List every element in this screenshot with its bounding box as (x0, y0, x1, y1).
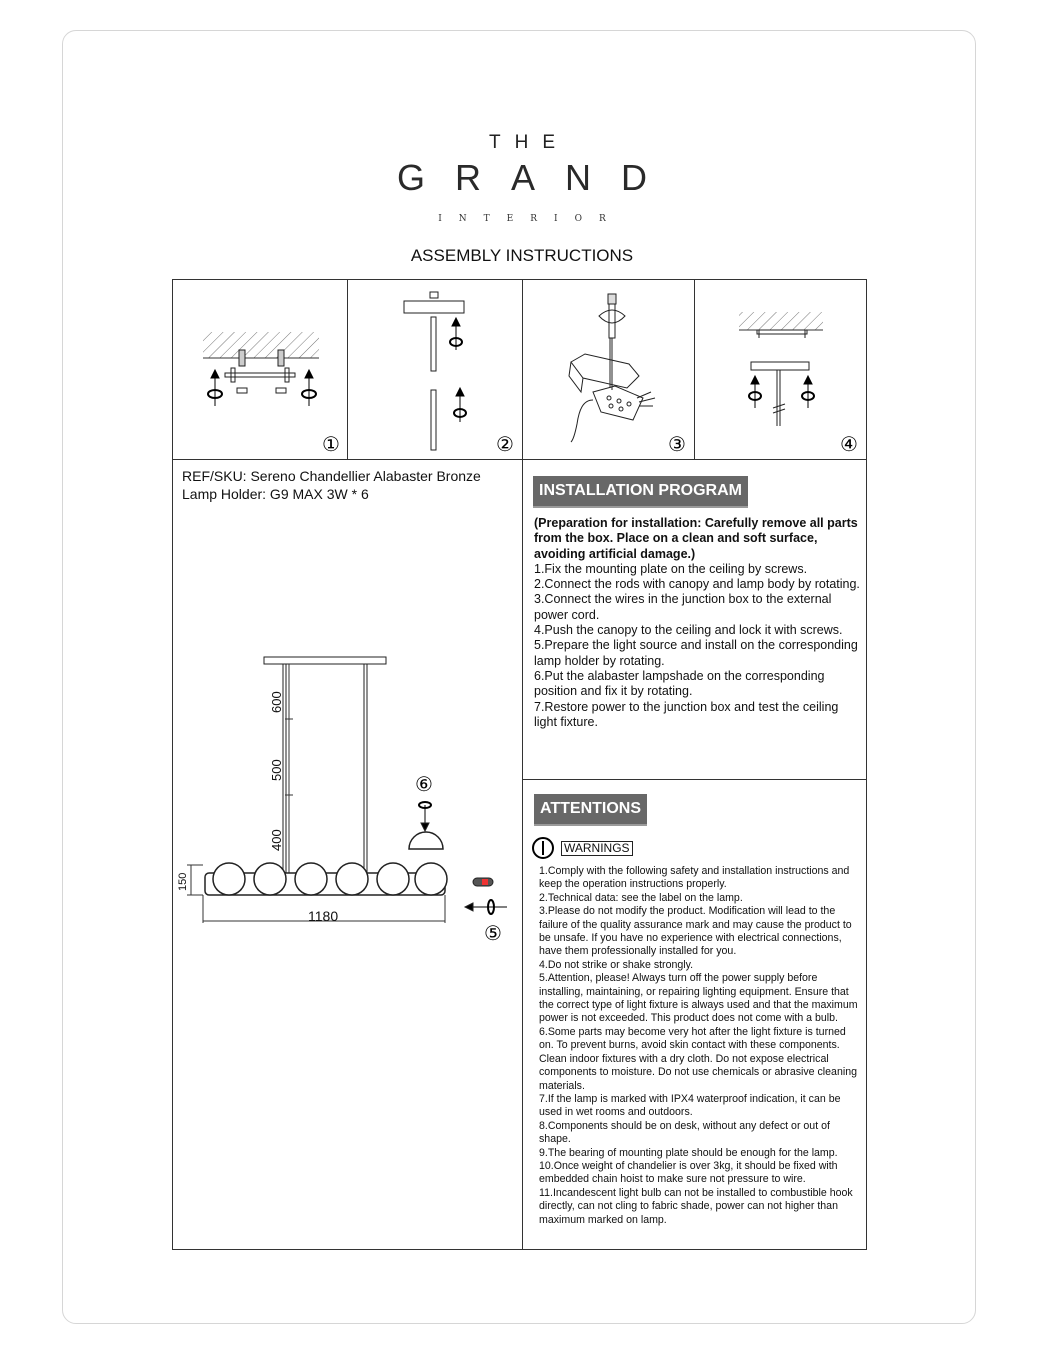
dim-400: 400 (269, 829, 284, 851)
dimension-height (187, 865, 203, 895)
rod-lower (431, 390, 436, 450)
step-4-number: ④ (840, 434, 858, 456)
warnings-label: WARNINGS (561, 841, 633, 856)
dim-600: 600 (269, 691, 284, 713)
mounting-plate-2 (757, 330, 807, 338)
lock-arrow-right (802, 376, 814, 408)
warning-item: 6.Some parts may become very hot after the light fixture is turned on. To prevent burns, avoid skin contact with these components. Clean indoor fixtures with a dry cloth. Do not expose electrical components to moisture. Do not use chemicals or abrasive cleaning materials. (539, 1025, 857, 1092)
canopy (404, 292, 464, 313)
dim-1180: 1180 (308, 908, 339, 924)
step-1-number: ① (322, 434, 340, 456)
chandelier-rods (283, 664, 367, 873)
step-2-number: ② (496, 434, 514, 456)
installation-program (534, 516, 864, 730)
brand-logo-grand: GRAND (396, 157, 677, 198)
dim-150: 150 (177, 872, 189, 891)
warning-icon (531, 836, 555, 860)
document-title: ASSEMBLY INSTRUCTIONS (410, 246, 634, 265)
installation-item: 6.Put the alabaster lampshade on the corresponding position and fix it by rotating. (534, 668, 825, 699)
installation-item: 4.Push the canopy to the ceiling and lock it with screws. (534, 623, 843, 638)
lamp-holder: Lamp Holder: G9 MAX 3W * 6 (182, 486, 369, 502)
warning-item: 9.The bearing of mounting plate should be enough for the lamp. (539, 1146, 838, 1159)
rotate-arrow-lower (454, 388, 466, 422)
warning-item: 1.Comply with the following safety and installation instructions and keep the operation instructions properly. (539, 865, 850, 891)
lock-arrow-left (749, 376, 761, 408)
warning-item: 5.Attention, please! Always turn off the power supply before installing, maintaining, or repairing lighting equipment. Ensure that the correct type of light fixture is always used and that the maximum power is not exceeded. This product does not come with a bulb. (539, 972, 858, 1025)
screw-arrow-right (302, 370, 316, 406)
installation-item: 5.Prepare the light source and install on the corresponding lamp holder by rotating. (534, 638, 858, 668)
installation-item: 7.Restore power to the junction box and test the ceiling light fixture. (534, 699, 839, 729)
chandelier-drawing (173, 645, 518, 945)
ceiling-hatch-2 (739, 312, 823, 330)
step-3-diagram (523, 280, 695, 458)
warning-item: 3.Please do not modify the product. Modification will lead to the failure of the quality assurance mark and may cause the product to be unsafe. If you have no experience with electrical connections, have them professionally installed for you. (539, 905, 852, 958)
chandelier-canopy (264, 657, 386, 664)
warning-item: 8.Components should be on desk, without any defect or out of shape. (539, 1119, 830, 1146)
step-1-diagram (173, 280, 347, 458)
screw-arrow-left (208, 370, 222, 406)
screwdriver (599, 294, 625, 390)
bulb-part (465, 878, 507, 914)
installation-lead: (Preparation for installation: Carefully remove all parts from the box. Place on a clean and soft surface, avoiding artificial damage.) (534, 516, 858, 561)
step-3-number: ③ (668, 434, 686, 456)
installation-item: 1.Fix the mounting plate on the ceiling by screws. (534, 561, 808, 576)
warning-item: 2.Technical data: see the label on the lamp. (539, 891, 743, 904)
installation-item: 2.Connect the rods with canopy and lamp body by rotating. (534, 577, 860, 592)
lampshade-part (409, 802, 443, 849)
part-6-number: ⑥ (415, 774, 433, 796)
ceiling-hatch (203, 332, 319, 358)
warning-item: 7.If the lamp is marked with IPX4 waterproof indication, it can be used in wet rooms and outdoors. (539, 1092, 841, 1119)
brand-logo-the: THE (489, 132, 569, 153)
brand-logo-interior: INTERIOR (438, 214, 623, 224)
warning-item: 4.Do not strike or shake strongly. (539, 958, 694, 971)
dim-500: 500 (269, 759, 284, 781)
rotate-arrow-upper (450, 318, 462, 350)
rod-upper (431, 317, 436, 371)
step-4-diagram (695, 280, 867, 458)
attentions-heading: ATTENTIONS (534, 794, 647, 826)
warning-item: 10.Once weight of chandelier is over 3kg, it should be fixed with embedded chain hoist to make sure not pressure to wire. (539, 1159, 838, 1186)
lamp-body (205, 863, 447, 895)
installation-heading: INSTALLATION PROGRAM (533, 476, 748, 508)
part-5-number: ⑤ (484, 923, 502, 945)
step-2-diagram (348, 280, 522, 458)
installation-item: 3.Connect the wires in the junction box to the external power cord. (534, 592, 832, 622)
product-ref: REF/SKU: Sereno Chandellier Alabaster Bronze (182, 468, 481, 484)
product-info (182, 467, 518, 503)
warning-item: 11.Incandescent light bulb can not be installed to combustible hook directly, can not cling to fabric shade, power can not higher than maximum marked on lamp. (539, 1186, 853, 1226)
warnings-list (539, 865, 861, 1227)
